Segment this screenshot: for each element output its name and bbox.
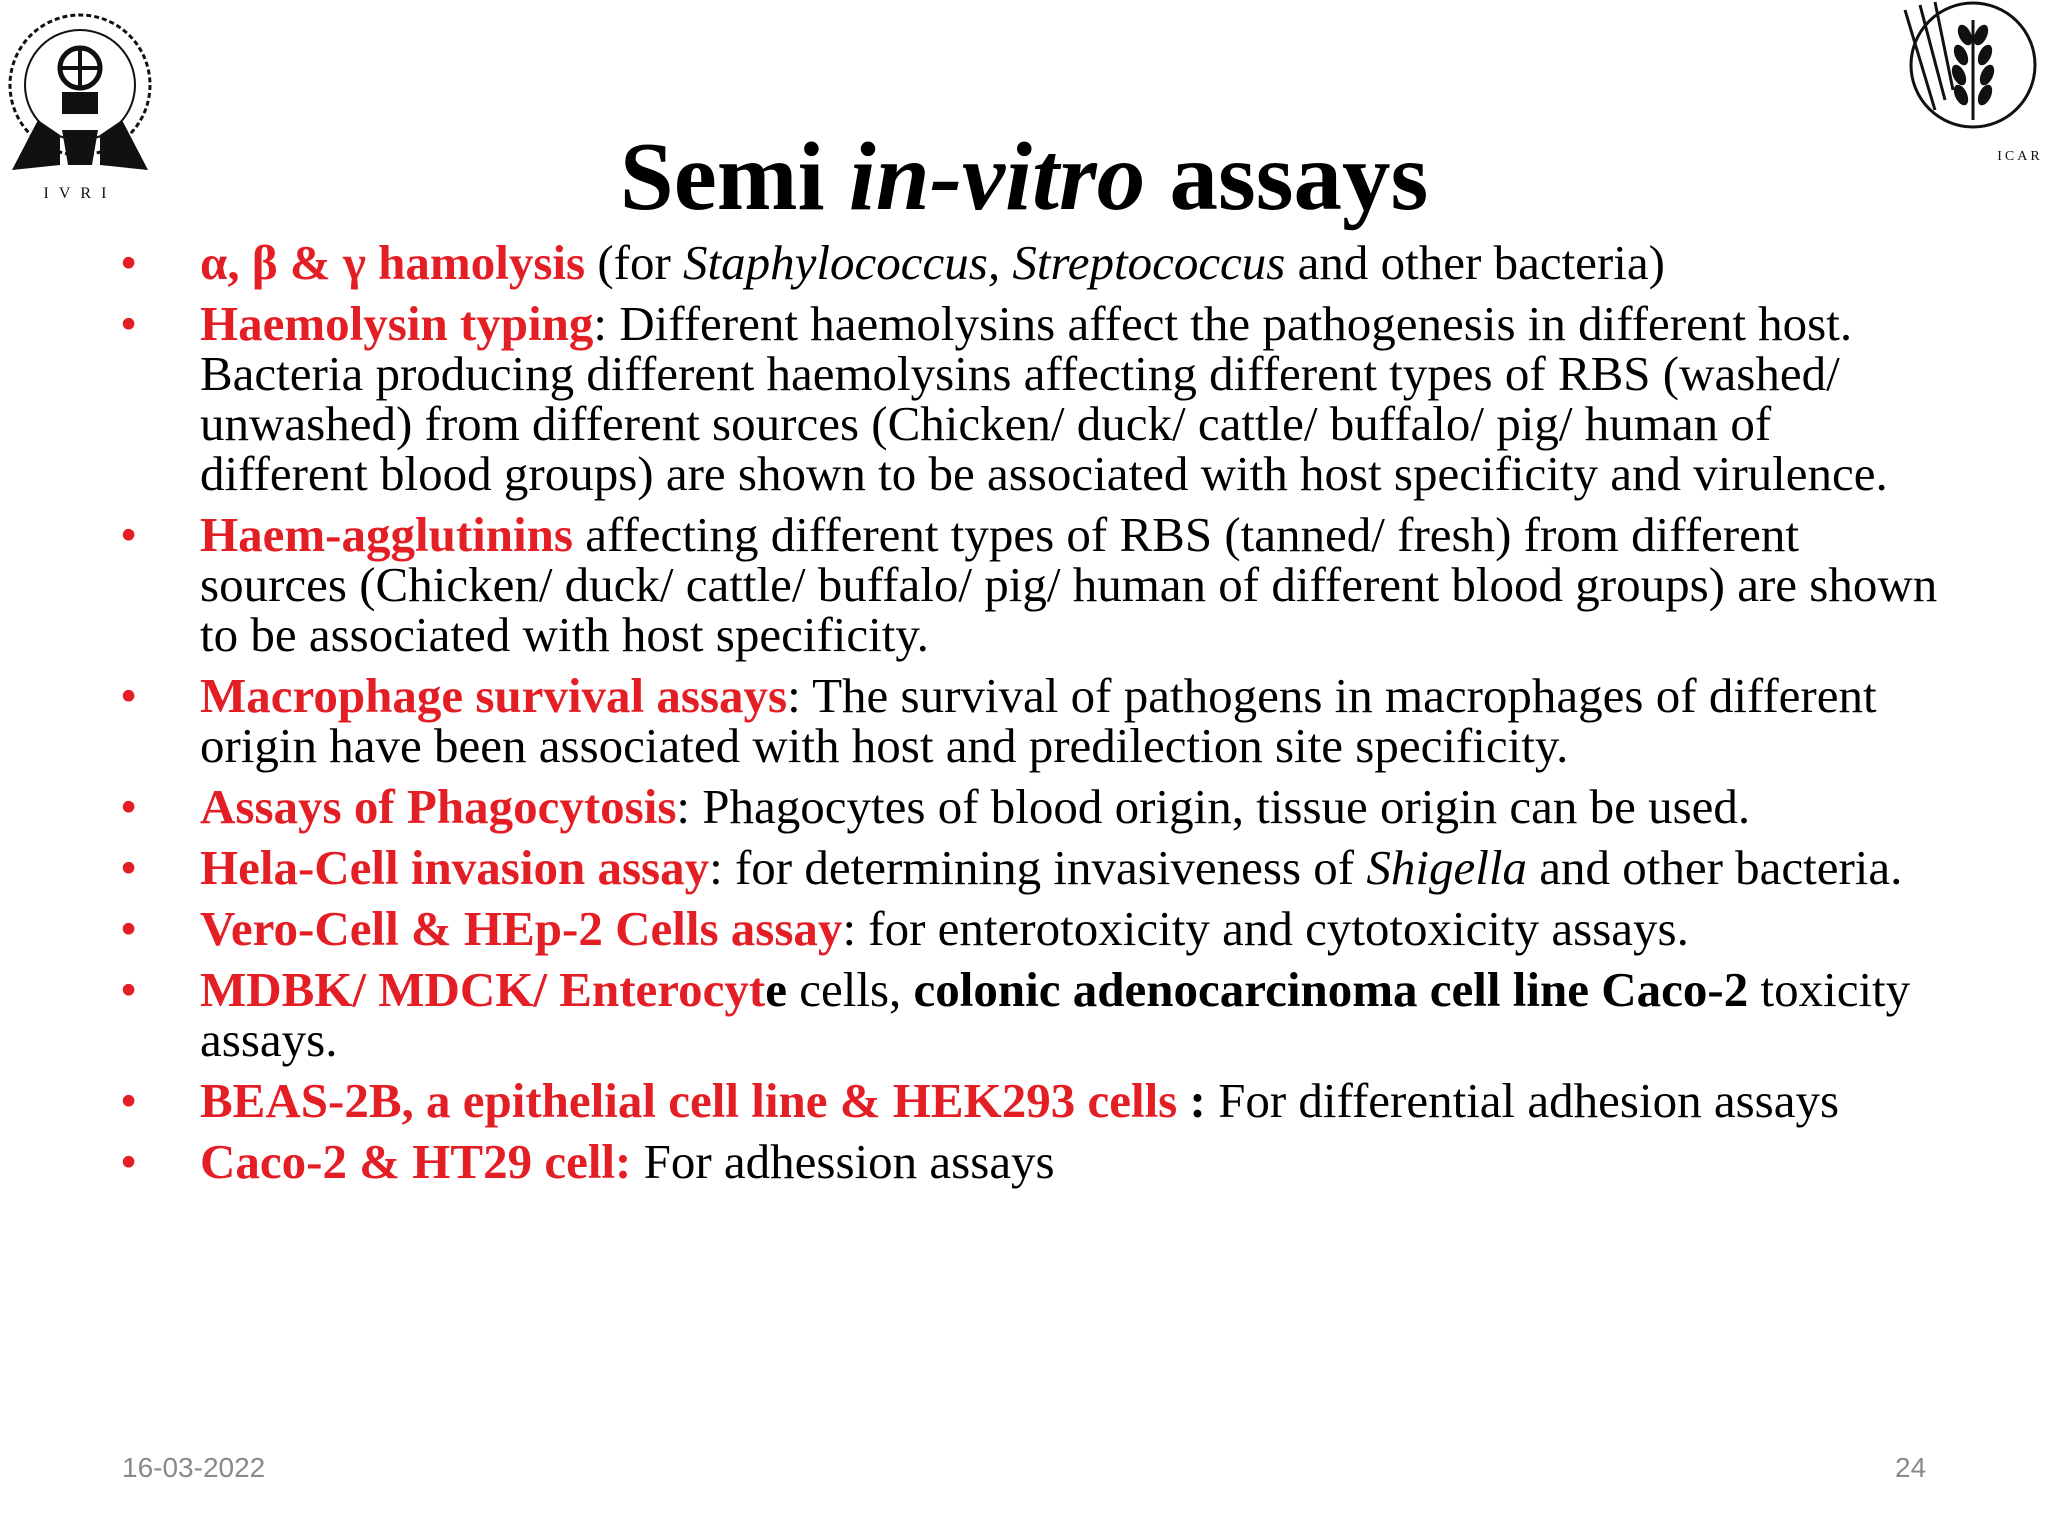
bullet-text: For adhession assays [631,1134,1055,1189]
bullet-heading: Caco-2 & HT29 cell: [200,1134,632,1189]
bullet-icon: • [120,1073,138,1128]
bullet-item [120,901,1950,956]
bullet-item [120,235,1950,290]
bullet-text: (for [585,235,684,290]
bullet-item [120,296,1950,501]
bullet-list [120,235,1950,1198]
bullet-text: : The survival of pathogens in macrophages of different origin have been associated with host and predilection site specificity. [200,668,1877,773]
bullet-heading: Macrophage survival assays [200,668,788,723]
bullet-item [120,1073,1950,1128]
bullet-text: Staphylococcus, Streptococcus [683,235,1286,290]
bullet-item [120,840,1950,895]
slide-title [0,123,2048,230]
bullet-heading: Vero-Cell & HEp-2 Cells assay [200,901,843,956]
icar-logo-text: ICAR [1997,149,2043,164]
bullet-item [120,962,1950,1067]
bullet-text: and other bacteria. [1526,840,1903,895]
bullet-heading: Haemolysin typing [200,296,594,351]
bullet-text: : [1177,1073,1206,1128]
ivri-logo-text: IVRI [43,185,117,202]
bullet-text: colonic adenocarcinoma cell line Caco-2 [913,962,1749,1017]
title-part-1: Semi [619,123,849,230]
bullet-text: cells, [786,962,914,1017]
bullet-text: : Phagocytes of blood origin, tissue origin can be used. [676,779,1751,834]
bullet-text: and other bacteria) [1285,235,1665,290]
bullet-text: affecting different types of RBS (tanned/ fresh) from different sources (Chicken/ duck/ cattle/ buffalo/ pig/ human of different blood groups) are shown to be associated with host specificity. [200,507,1938,662]
bullet-heading: Assays of Phagocytosis [200,779,677,834]
bullet-icon: • [120,668,138,723]
bullet-icon: • [120,235,138,290]
bullet-item [120,507,1950,662]
bullet-text: For differential adhesion assays [1205,1073,1840,1128]
bullet-item [120,668,1950,773]
bullet-icon: • [120,901,138,956]
bullet-text: : Different haemolysins affect the pathogenesis in different host. Bacteria producing different haemolysins affecting different types of RBS (washed/ unwashed) from different sources (Chicken/ duck/ cattle/ buffalo/ pig/ human of different blood groups) are shown to be associated with host specificity and virulence. [200,296,1888,501]
bullet-text: Shigella [1366,840,1527,895]
bullet-icon: • [120,507,138,562]
bullet-icon: • [120,779,138,834]
footer-date: 16-03-2022 [122,1452,266,1483]
title-italic: in-vitro [848,123,1146,230]
bullet-heading: MDBK/ MDCK/ Enterocyt [200,962,766,1017]
bullet-heading: α, β & γ hamolysis [200,235,586,290]
bullet-icon: • [120,1134,138,1189]
bullet-item [120,1134,1950,1189]
bullet-heading: BEAS-2B, a epithelial cell line & HEK293 cells [200,1073,1178,1128]
bullet-text: e [765,962,787,1017]
slide-number: 24 [1895,1452,1927,1483]
title-part-2: assays [1145,123,1429,230]
bullet-icon: • [120,962,138,1017]
bullet-icon: • [120,840,138,895]
bullet-icon: • [120,296,138,351]
bullet-heading: Hela-Cell invasion assay [200,840,710,895]
bullet-heading: Haem-agglutinins [200,507,573,562]
bullet-text: : for determining invasiveness of [709,840,1367,895]
bullet-text: toxicity assays. [200,962,1911,1067]
bullet-text: : for enterotoxicity and cytotoxicity assays. [842,901,1689,956]
bullet-item [120,779,1950,834]
